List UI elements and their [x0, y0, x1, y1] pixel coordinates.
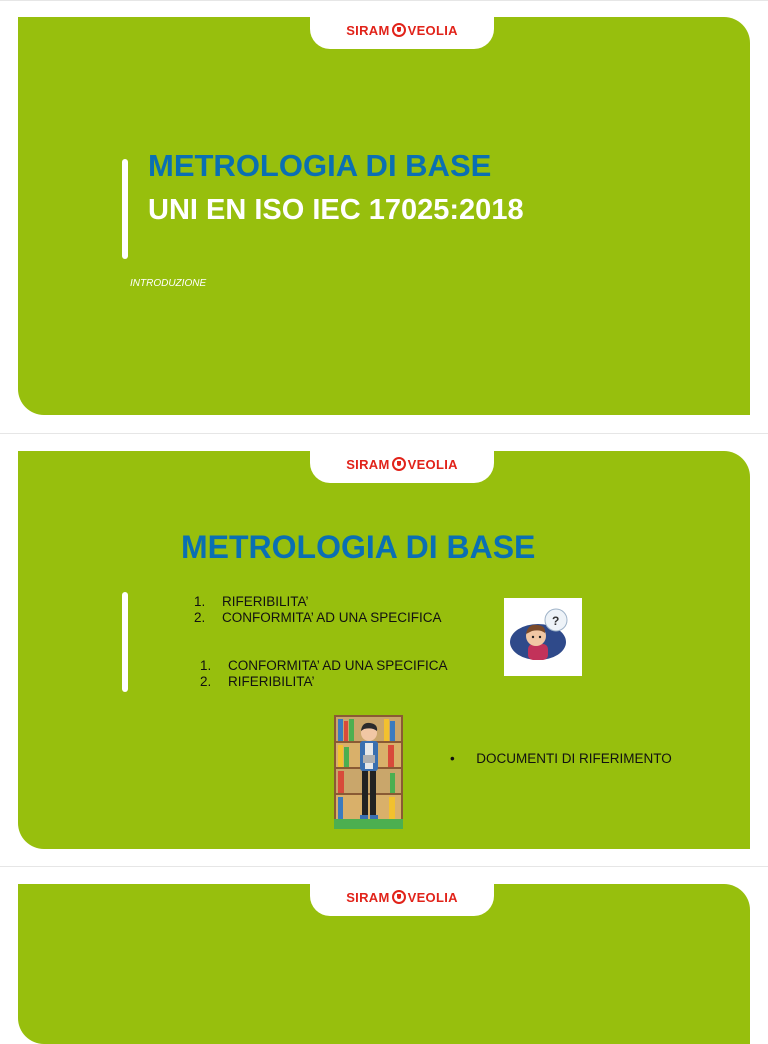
accent-bar — [122, 159, 128, 259]
list-item: 1. CONFORMITA’ AD UNA SPECIFICA — [200, 658, 448, 673]
veolia-drop-icon — [392, 457, 406, 471]
logo-tab — [310, 451, 494, 483]
slide-caption: INTRODUZIONE — [130, 278, 207, 289]
thinking-person-icon — [504, 598, 582, 676]
logo-tab — [310, 17, 494, 49]
siram-veolia-logo — [310, 23, 494, 38]
veolia-drop-icon — [392, 23, 406, 37]
logo-text-veolia: VEOLIA — [407, 457, 458, 472]
thinking-person-illustration — [504, 598, 582, 676]
slide-2 — [18, 451, 750, 849]
page-separator — [0, 866, 768, 867]
page-separator — [0, 433, 768, 434]
bullet-mark: • — [450, 751, 455, 766]
slide-title: METROLOGIA DI BASE — [148, 148, 492, 183]
slide-1 — [18, 17, 750, 415]
list-item: 2. CONFORMITA’ AD UNA SPECIFICA — [194, 610, 442, 625]
logo-text-siram: SIRAM — [346, 890, 390, 905]
veolia-drop-icon — [392, 890, 406, 904]
logo-tab — [310, 884, 494, 916]
bullet-text: DOCUMENTI DI RIFERIMENTO — [476, 751, 672, 766]
logo-text-veolia: VEOLIA — [407, 890, 458, 905]
page-separator — [0, 0, 768, 1]
slide-title: METROLOGIA DI BASE — [181, 529, 536, 565]
library-boy-icon — [334, 715, 403, 829]
bullet-item — [450, 751, 672, 766]
logo-text-siram: SIRAM — [346, 23, 390, 38]
siram-veolia-logo — [310, 890, 494, 905]
logo-text-siram: SIRAM — [346, 457, 390, 472]
list-item: 1. RIFERIBILITA’ — [194, 594, 309, 609]
slide-subtitle: UNI EN ISO IEC 17025:2018 — [148, 194, 524, 226]
list-item: 2. RIFERIBILITA’ — [200, 674, 315, 689]
library-boy-illustration — [334, 715, 403, 829]
slide-3 — [18, 884, 750, 1044]
accent-bar — [122, 592, 128, 692]
logo-text-veolia: VEOLIA — [407, 23, 458, 38]
svg-text:?: ? — [552, 614, 560, 628]
siram-veolia-logo — [310, 457, 494, 472]
numbered-list-a — [194, 594, 442, 626]
numbered-list-b — [200, 658, 448, 690]
